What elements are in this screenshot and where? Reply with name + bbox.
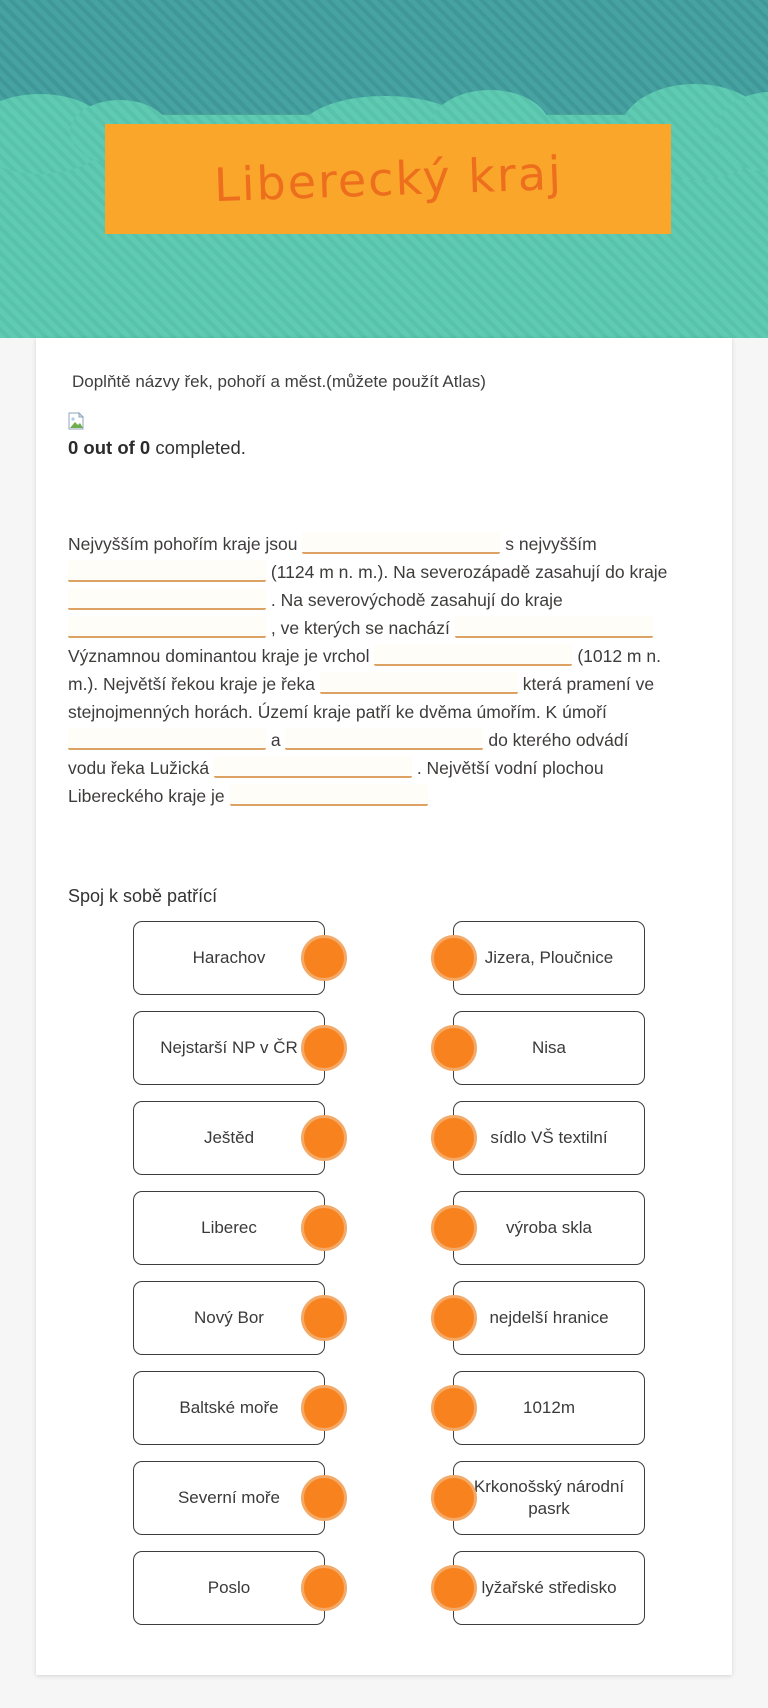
match-item-label: sídlo VŠ textilní [490, 1127, 608, 1147]
match-item-label: Nisa [531, 1037, 566, 1057]
match-item-label: Harachov [192, 947, 266, 967]
match-item-label: 1012m [523, 1397, 575, 1417]
match-item-left [133, 1281, 325, 1355]
fill-blank-input[interactable] [320, 672, 518, 694]
match-item-left [133, 1101, 325, 1175]
match-connector-dot[interactable] [431, 1115, 477, 1161]
match-item-label: Severní moře [177, 1487, 281, 1507]
match-connector-dot[interactable] [301, 1565, 347, 1611]
fill-blank-input[interactable] [68, 588, 266, 610]
paragraph-text: . Na severovýchodě zasahují do kraje [270, 590, 563, 610]
paragraph-text: stejnojmenných horách. Území kraje patří ke dvěma úmořím. K úmoří [68, 702, 607, 722]
match-item-left [133, 1371, 325, 1445]
fill-blank-input[interactable] [68, 728, 266, 750]
match-connector-dot[interactable] [301, 1295, 347, 1341]
paragraph-text: vodu řeka Lužická [68, 758, 210, 778]
match-connector-dot[interactable] [301, 1205, 347, 1251]
match-item-left [133, 1011, 325, 1085]
paragraph-text: (1012 m n. [577, 646, 661, 666]
match-item-right [453, 1461, 645, 1535]
matching-rows [68, 921, 696, 1625]
fill-blank-input[interactable] [285, 728, 483, 750]
match-item-label: Jizera, Ploučnice [484, 947, 614, 967]
paragraph-line [68, 782, 702, 810]
paragraph-line [68, 586, 702, 614]
paragraph-line [68, 754, 702, 782]
paragraph-line [68, 558, 702, 586]
match-row [68, 921, 696, 995]
match-item-right [453, 1101, 645, 1175]
matching-heading: Spoj k sobě patřící [68, 886, 218, 906]
match-connector-dot[interactable] [431, 1475, 477, 1521]
paragraph-text: s nejvyšším [505, 534, 597, 554]
match-item-right [453, 1371, 645, 1445]
progress-status [68, 437, 696, 459]
paragraph-text: m.). Největší řekou kraje je řeka [68, 674, 316, 694]
match-item-label: Liberec [201, 1217, 257, 1237]
match-item-label: Poslo [207, 1577, 251, 1597]
paragraph-line [68, 698, 702, 726]
match-connector-dot[interactable] [431, 1385, 477, 1431]
match-connector-dot[interactable] [431, 1205, 477, 1251]
match-connector-dot[interactable] [431, 1025, 477, 1071]
instruction-text: Doplňtě názvy řek, pohoří a měst.(můžete použít Atlas) [72, 372, 486, 391]
fill-in-paragraph [68, 530, 702, 810]
match-item-left [133, 921, 325, 995]
progress-count: 0 out of 0 [68, 437, 151, 458]
progress-label: completed. [150, 437, 246, 458]
match-row [68, 1281, 696, 1355]
match-item-label: lyžařské středisko [481, 1577, 617, 1597]
page-title: Liberecký kraj [212, 145, 564, 213]
broken-image-icon [68, 412, 84, 430]
match-item-right [453, 1191, 645, 1265]
paragraph-line [68, 642, 702, 670]
fill-blank-input[interactable] [68, 560, 266, 582]
match-item-label: Nový Bor [194, 1307, 264, 1327]
paragraph-text: která pramení ve [522, 674, 655, 694]
worksheet-card [36, 338, 732, 1675]
match-item-right [453, 1551, 645, 1625]
match-connector-dot[interactable] [301, 1475, 347, 1521]
match-item-label: nejdelší hranice [489, 1307, 609, 1327]
match-row [68, 1371, 696, 1445]
match-item-label: Baltské moře [179, 1397, 279, 1417]
match-connector-dot[interactable] [431, 935, 477, 981]
match-item-label: výroba skla [506, 1217, 592, 1237]
match-connector-dot[interactable] [301, 1115, 347, 1161]
paragraph-line [68, 530, 702, 558]
match-item-left [133, 1551, 325, 1625]
match-item-right [453, 1281, 645, 1355]
paragraph-line [68, 670, 702, 698]
paragraph-text: (1124 m n. m.). Na severozápadě zasahují do kraje [270, 562, 668, 582]
match-connector-dot[interactable] [301, 1025, 347, 1071]
fill-blank-input[interactable] [68, 616, 266, 638]
title-banner [105, 124, 671, 234]
paragraph-text: , ve kterých se nachází [270, 618, 450, 638]
fill-blank-input[interactable] [214, 756, 412, 778]
fill-blank-input[interactable] [374, 644, 572, 666]
match-connector-dot[interactable] [431, 1295, 477, 1341]
match-row [68, 1461, 696, 1535]
match-connector-dot[interactable] [431, 1565, 477, 1611]
paragraph-text: do kterého odvádí [488, 730, 629, 750]
fill-blank-input[interactable] [302, 532, 500, 554]
fill-blank-input[interactable] [230, 784, 428, 806]
match-item-left [133, 1191, 325, 1265]
match-item-right [453, 921, 645, 995]
media-placeholder [68, 412, 696, 430]
paragraph-text: Významnou dominantou kraje je vrchol [68, 646, 370, 666]
paragraph-text: . Největší vodní plochou [416, 758, 604, 778]
match-item-label: Krkonošský národní pasrk [473, 1476, 625, 1518]
paragraph-text: a [270, 730, 281, 750]
paragraph-line [68, 614, 702, 642]
match-row [68, 1011, 696, 1085]
match-item-left [133, 1461, 325, 1535]
match-row [68, 1101, 696, 1175]
match-connector-dot[interactable] [301, 935, 347, 981]
match-connector-dot[interactable] [301, 1385, 347, 1431]
fill-blank-input[interactable] [455, 616, 653, 638]
hero-header [0, 0, 768, 338]
match-row [68, 1551, 696, 1625]
paragraph-text: Nejvyšším pohořím kraje jsou [68, 534, 298, 554]
match-item-label: Ještěd [203, 1127, 255, 1147]
paragraph-line [68, 726, 702, 754]
match-item-right [453, 1011, 645, 1085]
paragraph-text: Libereckého kraje je [68, 786, 225, 806]
match-row [68, 1191, 696, 1265]
match-item-label: Nejstarší NP v ČR [160, 1037, 298, 1057]
